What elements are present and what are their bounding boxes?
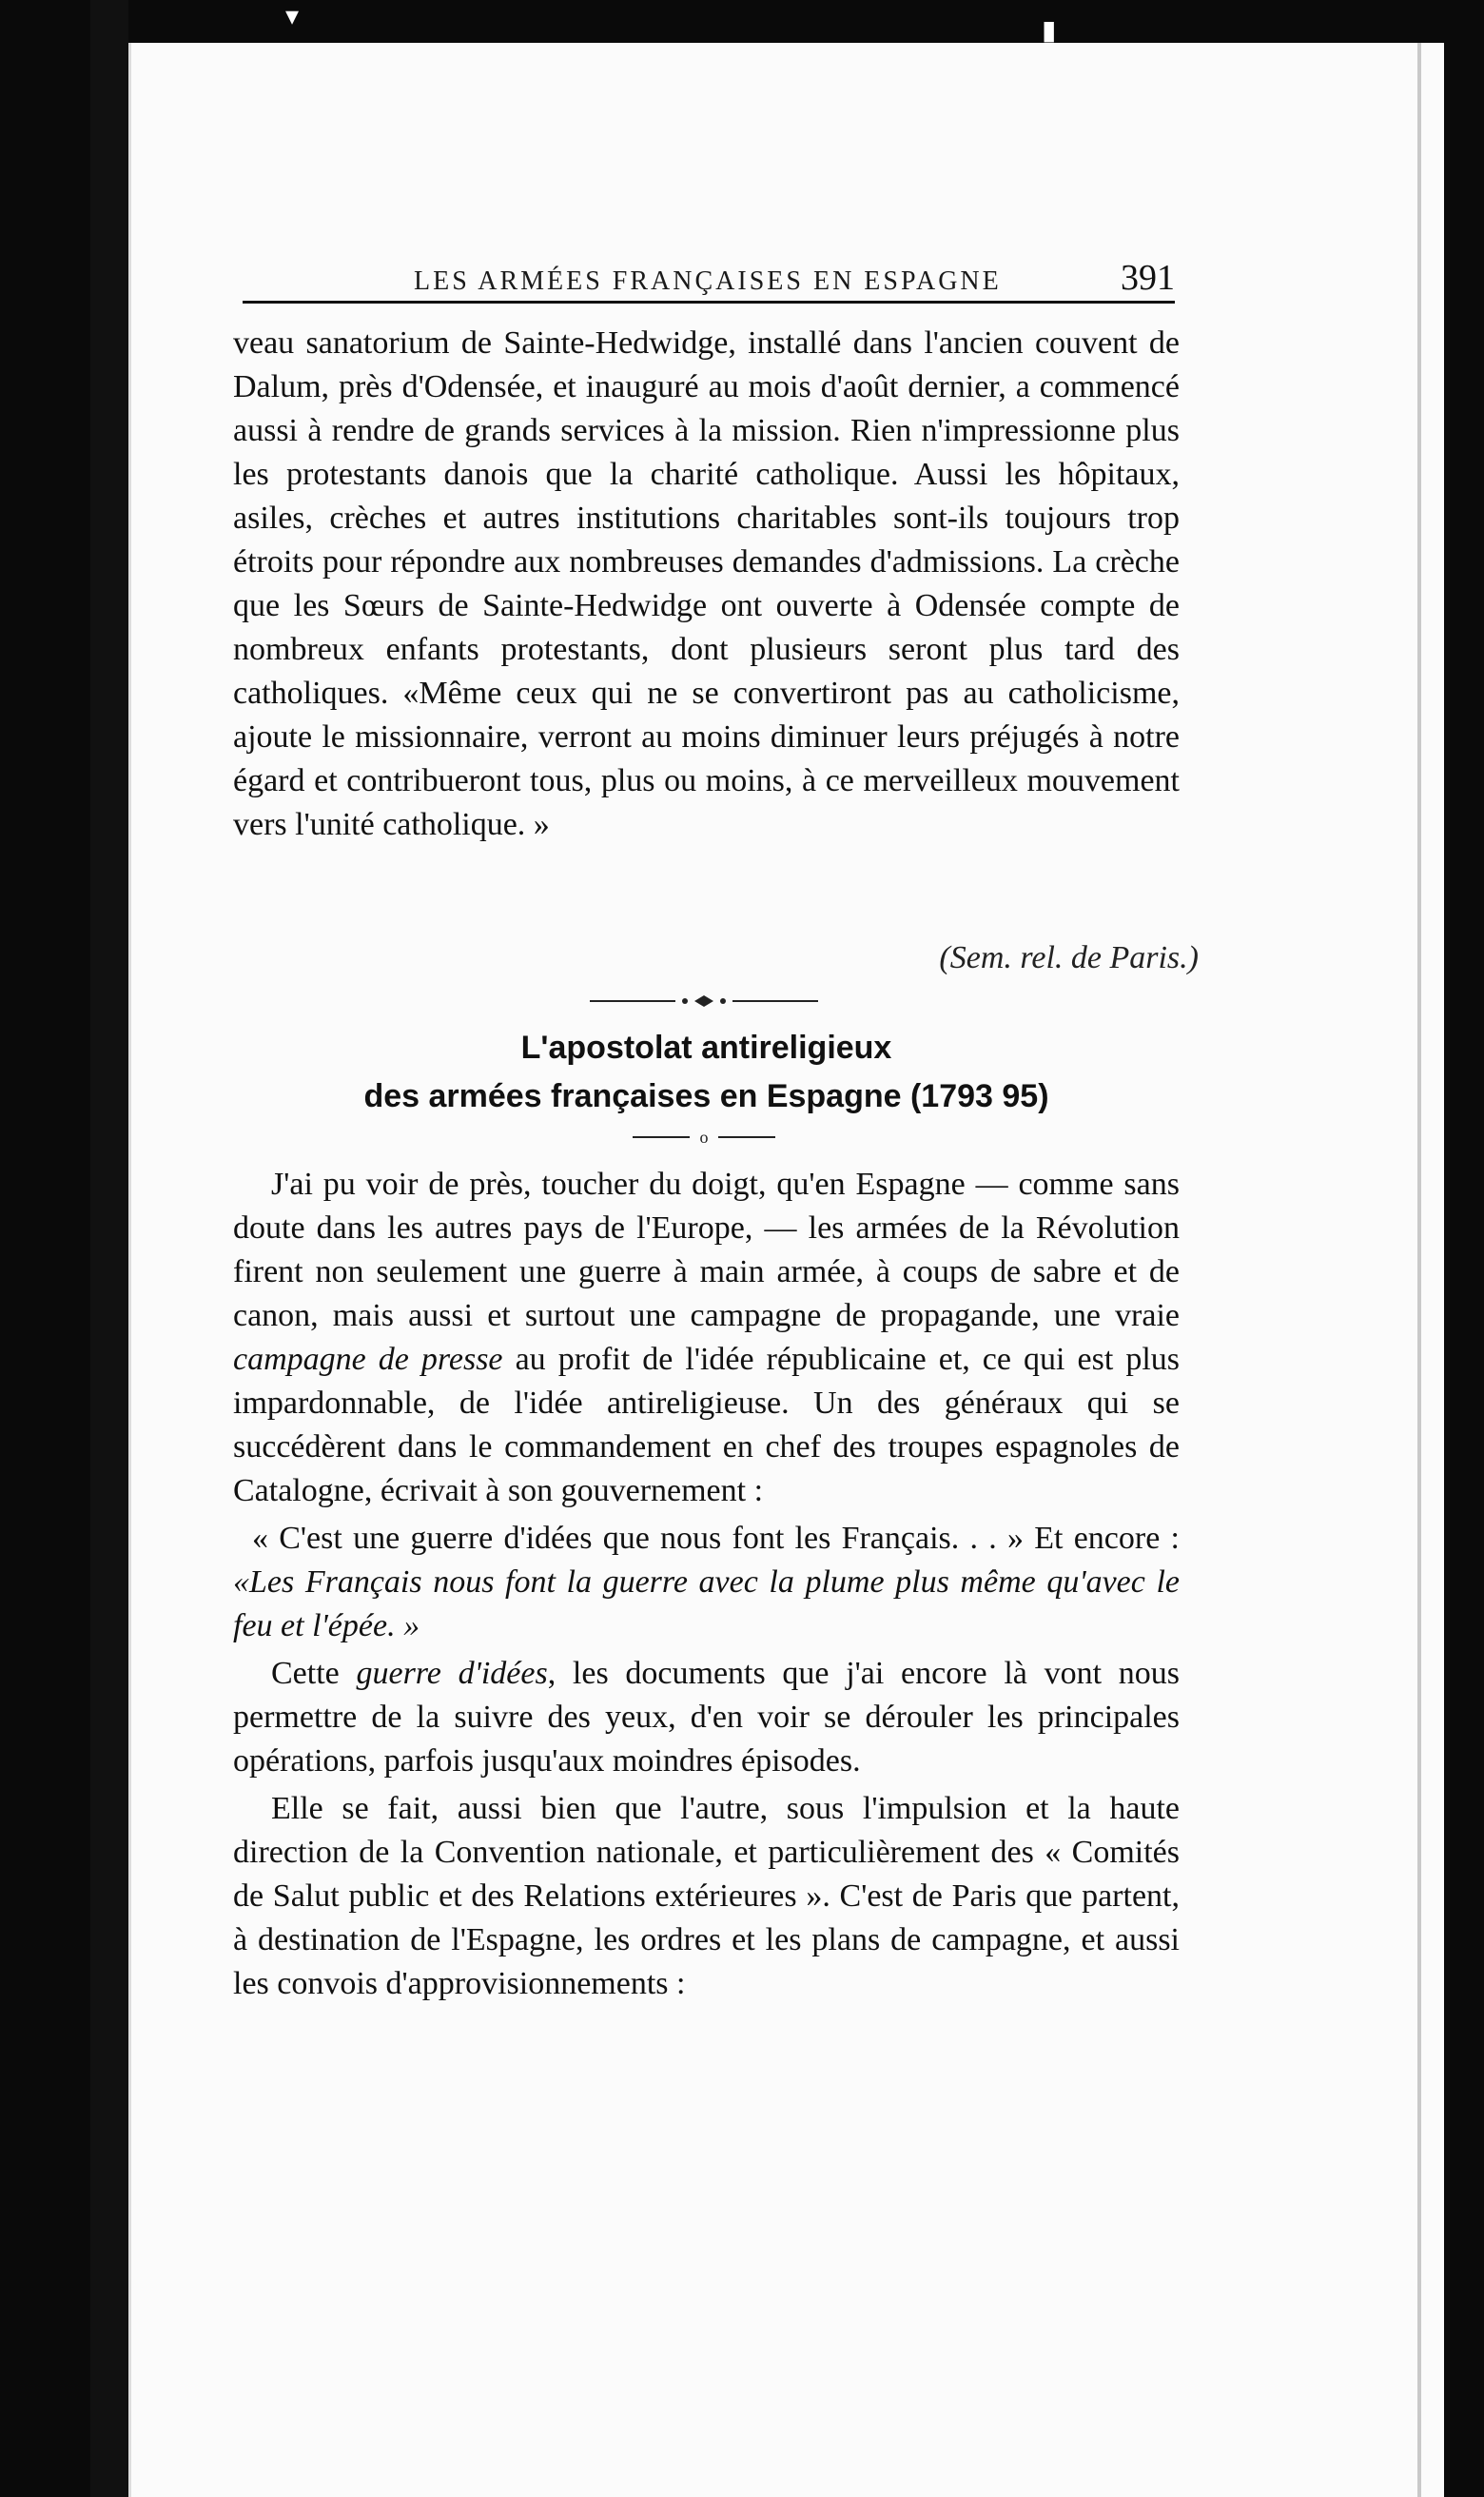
scan-artifact: ▮ [1042, 14, 1057, 46]
running-title: LES ARMÉES FRANÇAISES EN ESPAGNE [414, 266, 1002, 296]
binding-shadow [90, 0, 128, 2497]
continuation-paragraph: veau sanatorium de Sainte-Hedwidge, installé dans l'ancien couvent de Dalum, près d'Odensée, et inauguré au mois d'août dernier, a commencé aussi à rendre de grands services à la mission. Rien n'impressionne plus les protestants danois que la charité catholique. Aussi les hôpitaux, asiles, crèches et autres institutions charitables sont-ils toujours trop étroits pour répondre aux nombreuses demandes d'admissions. La crèche que les Sœurs de Sainte-Hedwidge ont ouverte à Odensée compte de nombreux enfants protestants, dont plusieurs seront plus tard des catholiques. «Même ceux qui ne se convertiront pas au catholicisme, ajoute le missionnaire, verront au moins diminuer leurs préjugés à notre égard et contribueront tous, plus ou moins, à ce merveilleux mouvement vers l'unité catholique. » [233, 325, 1180, 842]
article-title-line1: L'apostolat antireligieux [520, 1030, 892, 1066]
source-citation: (Sem. rel. de Paris.) [939, 940, 1199, 975]
quote-italic: «Les Français nous font la guerre avec la plume plus même qu'avec le feu et l'épée. » [233, 1564, 1180, 1643]
paragraph-2-start: Cette [271, 1656, 340, 1691]
article-quote [233, 1517, 1180, 1648]
paragraph-1-text: J'ai pu voir de près, toucher du doigt, qu'en Espagne — comme sans doute dans les autres pays de l'Europe, — les armées de la Révolution firent non seulement une guerre à main armée, à coups de sabre et de canon, mais aussi et surtout une campagne de propagande, une vraie [233, 1167, 1180, 1333]
paragraph-2-end: , les documents que j'ai encore là vont nous permettre de la suivre des yeux, d'en voir se dérouler les principales opérations, parfois jusqu'aux moindres épisodes. [233, 1656, 1181, 1779]
page-edge [1417, 43, 1421, 2497]
scan-artifact: ▾ [285, 0, 300, 31]
section-separator [633, 1126, 775, 1149]
article-title-line2: des armées françaises en Espagne (1793 95) [363, 1078, 1049, 1114]
quote-text: « C'est une guerre d'idées que nous font les Français. . . » Et encore : [252, 1521, 1180, 1556]
continuation-text [233, 322, 1180, 847]
separator-glyph: o [699, 1128, 709, 1147]
page-number: 391 [1121, 258, 1175, 298]
article-paragraph-1 [233, 1163, 1180, 1513]
ornament-divider [590, 990, 818, 1013]
article-paragraph-3: Elle se fait, aussi bien que l'autre, sous l'impulsion et la haute direction de la Convention nationale, et particulièrement des « Comités de Salut public et des Relations extérieures ». C'est de Paris que partent, à destination de l'Espagne, les ordres et les plans de campagne, et aussi les convois d'approvisionnements : [233, 1791, 1180, 2001]
article-body [233, 1163, 1180, 2010]
paragraph-1-italic: campagne de presse [233, 1342, 503, 1377]
running-head [243, 257, 1175, 305]
paragraph-1-end: au profit de l'idée républicaine et, ce qui est plus impardonnable, de l'idée antireligieuse. Un des généraux qui se succédèrent dans le commandement en chef des troupes espagnoles de Catalogne, écrivait à son gouvernement : [233, 1342, 1180, 1508]
header-rule [243, 301, 1175, 304]
paragraph-2-italic: guerre d'idées [356, 1656, 548, 1691]
article-paragraph-2 [233, 1652, 1180, 1783]
